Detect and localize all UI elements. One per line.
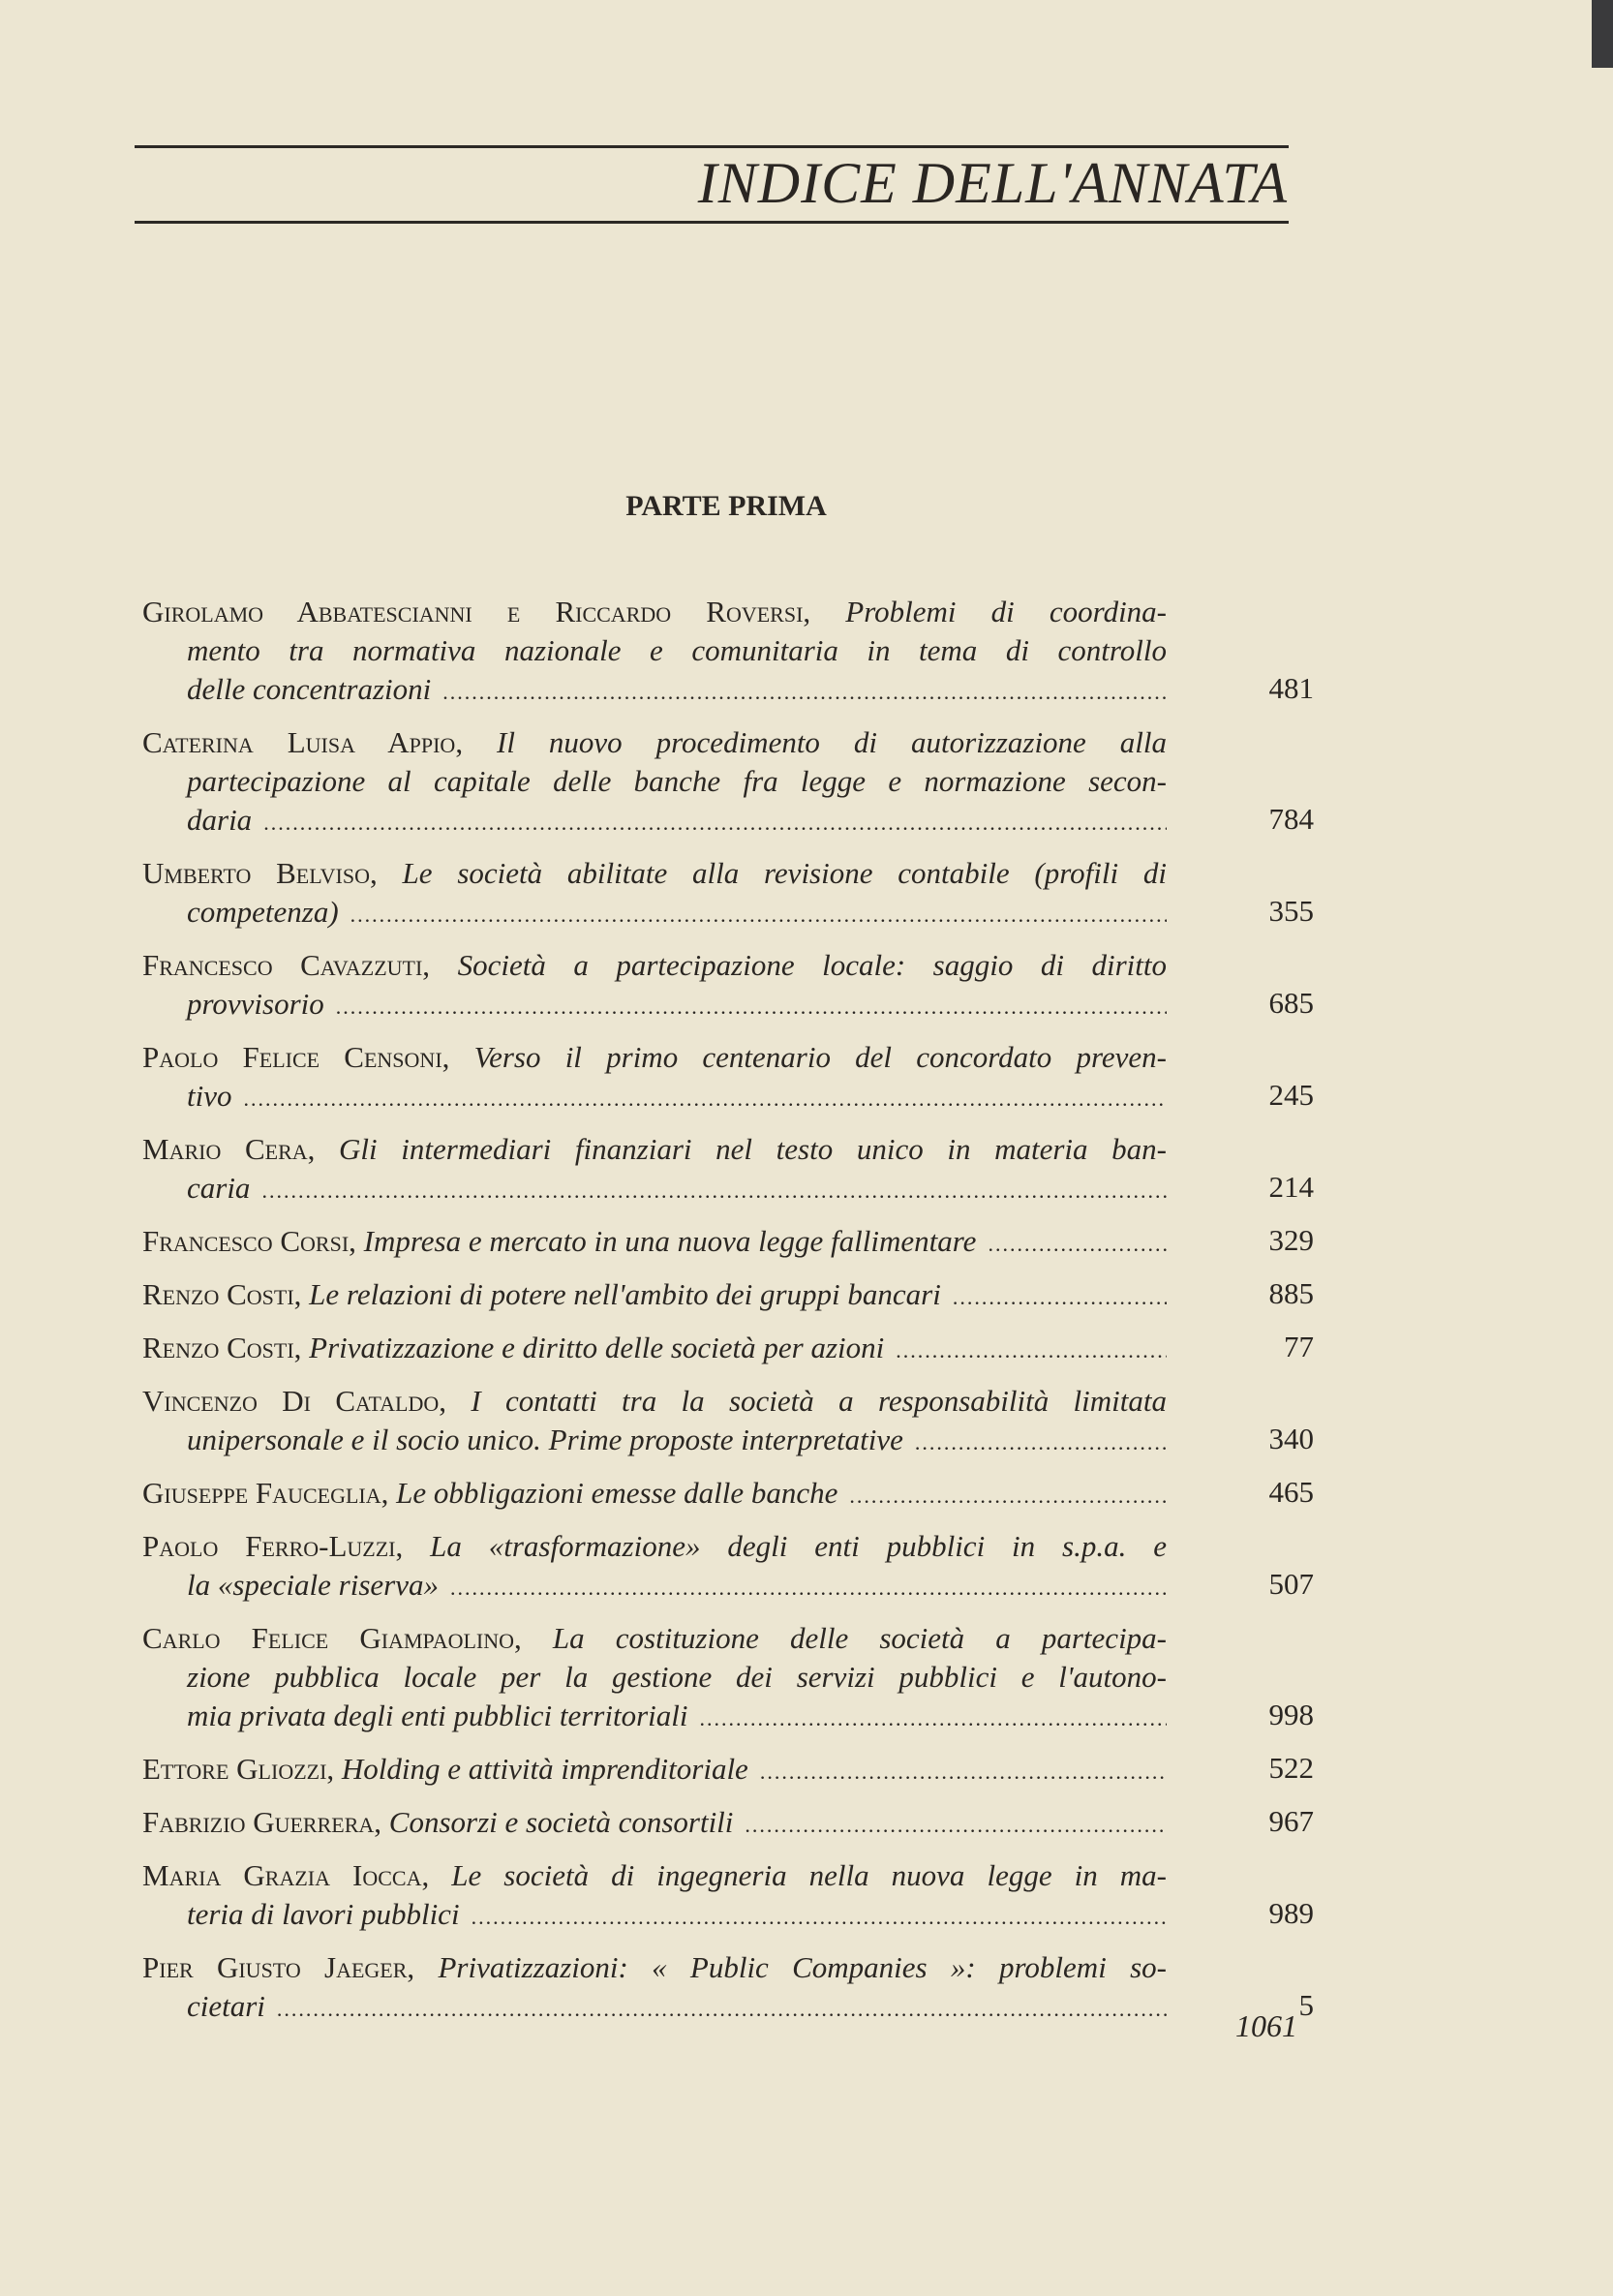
dot-leader [896, 1332, 1167, 1370]
running-title: INDICE DELL'ANNATA [697, 151, 1288, 215]
entry-author: Vincenzo Di Cataldo, [142, 1384, 446, 1418]
header-rule-bottom [135, 221, 1289, 224]
entry-page-number: 5 [1298, 1988, 1314, 2022]
dot-leader [700, 1699, 1168, 1738]
entry-page-number: 340 [1268, 1422, 1314, 1455]
entry-title: zione pubblica locale per la gestione dei servizi pubblici e l'autono- [187, 1660, 1167, 1694]
entry-page-number: 522 [1268, 1751, 1314, 1785]
entry-title: mento tra normativa nazionale e comunitaria in tema di controllo [187, 633, 1167, 667]
dot-leader [350, 896, 1167, 934]
entry-line [142, 631, 1167, 670]
entry-author: Carlo Felice Giampaolino, [142, 1621, 522, 1655]
entry-line [142, 670, 1167, 712]
entry-author: Paolo Ferro-Luzzi, [142, 1529, 404, 1563]
index-entry [142, 1474, 1314, 1515]
entry-line [142, 1566, 1167, 1607]
index-entry [142, 1750, 1314, 1791]
entry-page-number: 989 [1268, 1896, 1314, 1930]
entry-line [142, 1421, 1167, 1462]
index-entry [142, 593, 1314, 712]
index-entry [142, 1329, 1314, 1370]
entry-title: Holding e attività imprenditoriale [341, 1752, 748, 1786]
entry-line [142, 1948, 1167, 1987]
entry-title: Il nuovo procedimento di autorizzazione alla [497, 725, 1167, 759]
entry-line [142, 1169, 1167, 1210]
entry-line [142, 1038, 1167, 1077]
entry-title: unipersonale e il socio unico. Prime proposte interpretative [187, 1423, 903, 1456]
entry-line [142, 1803, 1167, 1845]
index-entries [142, 593, 1314, 2040]
dot-leader [277, 1990, 1167, 2029]
entry-page-number: 507 [1268, 1567, 1314, 1601]
entry-title: Privatizzazioni: « Public Companies »: problemi so- [438, 1950, 1167, 1984]
page-number: 1061 [1235, 2008, 1297, 2043]
entry-title: La costituzione delle società a partecipa- [552, 1621, 1168, 1655]
entry-title: I contatti tra la società a responsabilità limitata [471, 1384, 1167, 1418]
entry-title: Società a partecipazione locale: saggio di diritto [457, 948, 1167, 982]
entry-author: Ettore Gliozzi, [142, 1752, 335, 1786]
entry-title: cietari [187, 1989, 265, 2023]
entry-line [142, 762, 1167, 801]
entry-author: Maria Grazia Iocca, [142, 1858, 430, 1892]
dot-leader [472, 1898, 1167, 1937]
entry-line [142, 1275, 1167, 1317]
entry-title: partecipazione al capitale delle banche fra legge e normazione secon- [187, 764, 1167, 798]
entry-line [142, 854, 1167, 893]
entry-line [142, 593, 1167, 631]
entry-author: Giuseppe Fauceglia, [142, 1476, 389, 1510]
entry-title: provvisorio [187, 987, 324, 1021]
dot-leader [336, 988, 1167, 1026]
entry-line [142, 946, 1167, 985]
entry-page-number: 77 [1284, 1330, 1314, 1363]
index-entry [142, 723, 1314, 842]
entry-title: teria di lavori pubblici [187, 1897, 460, 1931]
entry-line [142, 1987, 1167, 2029]
dot-leader [450, 1569, 1167, 1607]
entry-line [142, 1697, 1167, 1738]
entry-title: Privatizzazione e diritto delle società per azioni [309, 1331, 885, 1364]
dot-leader [244, 1080, 1168, 1118]
section-title: PARTE PRIMA [625, 490, 827, 522]
dot-leader [915, 1424, 1167, 1462]
entry-title: delle concentrazioni [187, 672, 432, 706]
entry-author: Renzo Costi, [142, 1331, 302, 1364]
entry-line [142, 1382, 1167, 1421]
entry-line [142, 1222, 1167, 1264]
entry-line [142, 1895, 1167, 1937]
index-entry [142, 1038, 1314, 1118]
entry-author: Paolo Felice Censoni, [142, 1040, 450, 1074]
entry-title: Impresa e mercato in una nuova legge fallimentare [363, 1224, 977, 1258]
entry-author: Caterina Luisa Appio, [142, 725, 464, 759]
index-entry [142, 1619, 1314, 1738]
entry-line [142, 1474, 1167, 1515]
entry-line [142, 893, 1167, 934]
entry-author: Francesco Corsi, [142, 1224, 356, 1258]
dot-leader [263, 804, 1167, 842]
entry-title: tivo [187, 1079, 232, 1113]
dot-leader [745, 1806, 1167, 1845]
dot-leader [442, 673, 1167, 712]
index-entry [142, 854, 1314, 934]
entry-title: Verso il primo centenario del concordato preven- [473, 1040, 1167, 1074]
entry-line [142, 1619, 1167, 1658]
entry-title: la «speciale riserva» [187, 1568, 440, 1602]
dot-leader [953, 1278, 1167, 1317]
index-entry [142, 1222, 1314, 1264]
entry-line [142, 1329, 1167, 1370]
entry-page-number: 245 [1268, 1078, 1314, 1112]
index-entry [142, 1856, 1314, 1937]
index-entry [142, 946, 1314, 1026]
entry-title: Problemi di coordina- [845, 595, 1167, 628]
entry-title: Le relazioni di potere nell'ambito dei gruppi bancari [309, 1277, 941, 1311]
book-edge [1592, 0, 1613, 68]
dot-leader [849, 1477, 1167, 1515]
entry-page-number: 481 [1268, 671, 1314, 705]
entry-page-number: 329 [1268, 1223, 1314, 1257]
index-entry [142, 1130, 1314, 1210]
entry-title: mia privata degli enti pubblici territoriali [187, 1699, 688, 1732]
index-entry [142, 1948, 1314, 2029]
entry-page-number: 967 [1268, 1804, 1314, 1838]
dot-leader [261, 1172, 1167, 1210]
index-entry [142, 1382, 1314, 1462]
entry-author: Mario Cera, [142, 1132, 316, 1166]
entry-page-number: 355 [1268, 894, 1314, 928]
entry-line [142, 801, 1167, 842]
entry-author: Francesco Cavazzuti, [142, 948, 431, 982]
entry-line [142, 723, 1167, 762]
entry-title: Le società abilitate alla revisione contabile (profili di [402, 856, 1167, 890]
entry-page-number: 998 [1268, 1698, 1314, 1731]
entry-title: Le obbligazioni emesse dalle banche [396, 1476, 838, 1510]
entry-author: Girolamo Abbatescianni e Riccardo Roversi, [142, 595, 811, 628]
entry-title: caria [187, 1171, 251, 1205]
entry-page-number: 214 [1268, 1170, 1314, 1204]
entry-page-number: 685 [1268, 986, 1314, 1020]
entry-page-number: 465 [1268, 1475, 1314, 1509]
entry-title: competenza) [187, 895, 339, 929]
index-entry [142, 1275, 1314, 1317]
entry-page-number: 885 [1268, 1276, 1314, 1310]
entry-line [142, 1527, 1167, 1566]
entry-title: Le società di ingegneria nella nuova legge in ma- [451, 1858, 1168, 1892]
entry-title: Gli intermediari finanziari nel testo unico in materia ban- [339, 1132, 1167, 1166]
index-entry [142, 1803, 1314, 1845]
entry-line [142, 1077, 1167, 1118]
dot-leader [988, 1225, 1167, 1264]
entry-title: daria [187, 803, 253, 837]
dot-leader [760, 1753, 1167, 1791]
entry-author: Fabrizio Guerrera, [142, 1805, 382, 1839]
entry-line [142, 1130, 1167, 1169]
entry-title: Consorzi e società consortili [388, 1805, 734, 1839]
entry-title: La «trasformazione» degli enti pubblici in s.p.a. e [430, 1529, 1167, 1563]
entry-author: Renzo Costi, [142, 1277, 302, 1311]
entry-line [142, 985, 1167, 1026]
entry-author: Pier Giusto Jaeger, [142, 1950, 415, 1984]
entry-line [142, 1856, 1167, 1895]
index-entry [142, 1527, 1314, 1607]
entry-author: Umberto Belviso, [142, 856, 378, 890]
entry-line [142, 1658, 1167, 1697]
entry-page-number: 784 [1268, 802, 1314, 836]
entry-line [142, 1750, 1167, 1791]
